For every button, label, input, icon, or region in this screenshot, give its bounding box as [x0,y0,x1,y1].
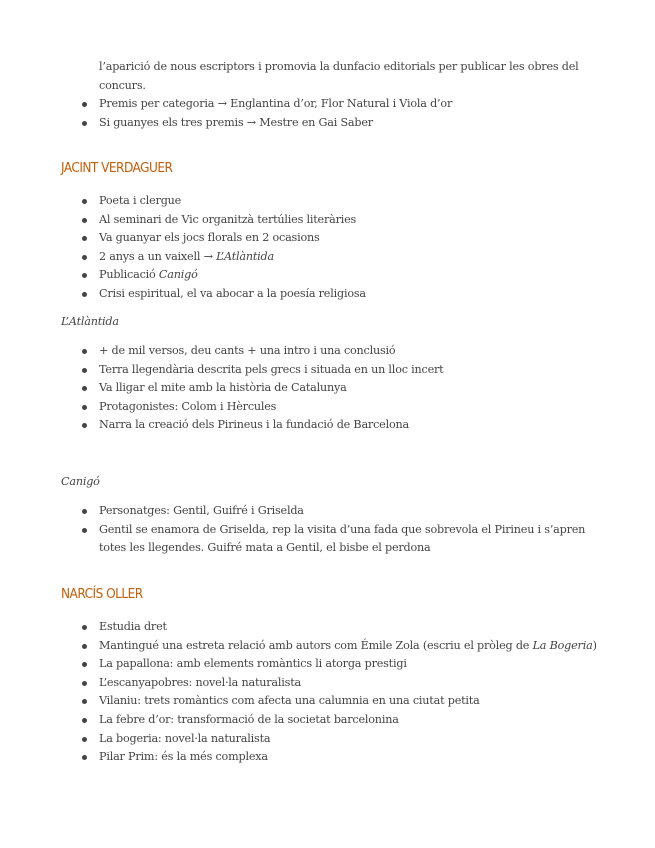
list-item: La febre d’or: transformació de la societat barcelonina [0,711,599,730]
list-item: Personatges: Gentil, Guifré i Griselda [0,502,599,521]
list-item: Publicació Canigó [0,266,366,285]
intro-continuation-line-2: concurs. [99,79,146,92]
list-item: Mantingué una estreta relació amb autors com Émile Zola (escriu el pròleg de La Bogeria) [0,637,599,656]
list-item: + de mil versos, deu cants + una intro i una conclusió [0,342,443,361]
bullet-icon [82,737,87,742]
list-item: Poeta i clergue [0,192,366,211]
bullet-icon [82,255,87,260]
bullet-icon [82,509,87,514]
bullet-icon [82,386,87,391]
list-item: Pilar Prim: és la més complexa [0,748,599,767]
bullet-icon [82,273,87,278]
bullet-icon [82,349,87,354]
list-item: L’escanyapobres: novel·la naturalista [0,674,599,693]
bullet-icon [82,292,87,297]
list-item: Gentil se enamora de Griselda, rep la visita d’una fada que sobrevola el Pirineu i s’apren totes les llegendes. Guifré mata a Gentil, el bisbe el perdona [0,521,599,558]
list-item: Narra la creació dels Pirineus i la fundació de Barcelona [0,416,443,435]
intro-list [0,95,452,132]
bullet-icon [82,218,87,223]
bullet-icon [82,625,87,630]
subheading-atlantida: L’Atlàntida [61,315,119,328]
list-item: La bogeria: novel·la naturalista [0,730,599,749]
section-heading-oller: NARCÍS OLLER [61,586,143,602]
list-item: Vilaniu: trets romàntics com afecta una calumnia en una ciutat petita [0,692,599,711]
bullet-icon [82,681,87,686]
bullet-icon [82,699,87,704]
list-item: Estudia dret [0,618,599,637]
bullet-icon [82,718,87,723]
list-item: Protagonistes: Colom i Hèrcules [0,398,443,417]
bullet-icon [82,199,87,204]
bullet-icon [82,368,87,373]
list-item: Premis per categoria → Englantina d’or, Flor Natural i Viola d’or [0,95,452,114]
list-item: Si guanyes els tres premis → Mestre en Gai Saber [0,114,452,133]
canigo-list [0,502,599,558]
bullet-icon [82,102,87,107]
list-item: Terra llegendària descrita pels grecs i situada en un lloc incert [0,361,443,380]
bullet-icon [82,423,87,428]
bullet-icon [82,644,87,649]
bullet-icon [82,236,87,241]
bullet-icon [82,405,87,410]
bullet-icon [82,528,87,533]
atlantida-list [0,342,443,435]
list-item: La papallona: amb elements romàntics li atorga prestigi [0,655,599,674]
list-item: Crisi espiritual, el va abocar a la poesía religiosa [0,285,366,304]
list-item: 2 anys a un vaixell → L’Atlàntida [0,248,366,267]
list-item: Va guanyar els jocs florals en 2 ocasions [0,229,366,248]
bullet-icon [82,121,87,126]
subheading-canigo: Canigó [61,475,100,488]
section-heading-verdaguer: JACINT VERDAGUER [61,160,173,176]
verdaguer-list [0,192,366,304]
oller-list [0,618,599,767]
intro-continuation-line-1: l’aparició de nous escriptors i promovia la dunfacio editorials per publicar les obres del [99,60,579,73]
bullet-icon [82,755,87,760]
bullet-icon [82,662,87,667]
list-item: Al seminari de Vic organitzà tertúlies literàries [0,211,366,230]
list-item: Va lligar el mite amb la història de Catalunya [0,379,443,398]
